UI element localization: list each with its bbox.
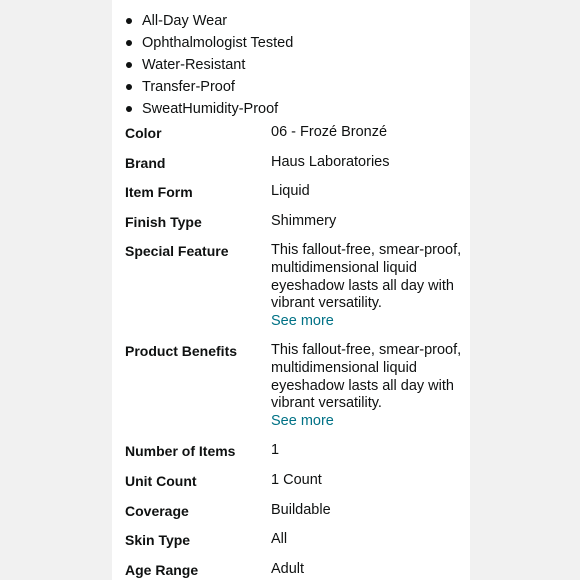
spec-row-number-of-items [125,442,465,472]
feature-bullet [125,98,465,120]
feature-text: All-Day Wear [142,13,228,29]
spec-value: Haus Laboratories [271,153,390,170]
feature-bullet [125,54,465,76]
feature-bullet [125,10,465,32]
spec-row-product-benefits [125,342,465,442]
feature-bullet-list [125,10,465,120]
spec-label: Color [125,125,162,141]
spec-label: Special Feature [125,243,229,260]
bullet-dot-icon [126,62,132,68]
feature-text: Ophthalmologist Tested [142,35,294,51]
spec-value: 1 Count [271,471,322,488]
spec-value: Liquid [271,183,310,200]
spec-value: All [271,531,288,548]
spec-row-unit-count [125,472,465,502]
spec-label: Skin Type [125,532,191,549]
spec-row-special-feature [125,242,465,342]
spec-value: This fallout-free, smear-proof, multidimensional liquid eyeshadow lasts all day with vibrant versatility. [271,342,462,412]
spec-value: This fallout-free, smear-proof, multidimensional liquid eyeshadow lasts all day with vibrant versatility. [271,242,462,312]
spec-row-item-form [125,183,465,213]
bullet-dot-icon [126,18,132,24]
spec-value-block [271,342,463,442]
spec-row-coverage [125,502,465,532]
spec-row-brand [125,154,465,184]
bullet-dot-icon [126,40,132,46]
bullet-dot-icon [126,106,132,112]
bullet-dot-icon [126,84,132,90]
spec-row-finish-type [125,213,465,243]
spec-value: 1 [271,442,280,459]
spec-label: Unit Count [125,472,197,489]
product-details-panel [112,0,470,580]
spec-row-color [125,124,465,154]
feature-text: Transfer-Proof [142,79,235,95]
spec-label: Brand [125,154,166,171]
spec-value: Buildable [271,501,331,518]
left-margin [0,0,112,580]
spec-value: Adult [271,560,305,577]
spec-label: Item Form [125,184,193,201]
feature-bullet [125,32,465,54]
feature-text: Water-Resistant [142,57,246,73]
spec-label: Coverage [125,502,189,519]
spec-label: Age Range [125,561,199,578]
spec-value: 06 - Frozé Bronzé [271,124,388,140]
feature-text: SweatHumidity-Proof [142,101,279,117]
spec-label: Product Benefits [125,343,238,360]
spec-label: Number of Items [125,443,236,460]
spec-value-block [271,242,463,342]
see-more-link[interactable]: See more [271,312,334,329]
spec-value: Shimmery [271,212,337,229]
see-more-link[interactable]: See more [271,412,334,429]
spec-row-skin-type [125,531,465,561]
spec-label: Finish Type [125,213,202,230]
feature-bullet [125,76,465,98]
spec-table [125,124,465,580]
right-margin [470,0,580,580]
spec-row-age-range [125,561,465,580]
